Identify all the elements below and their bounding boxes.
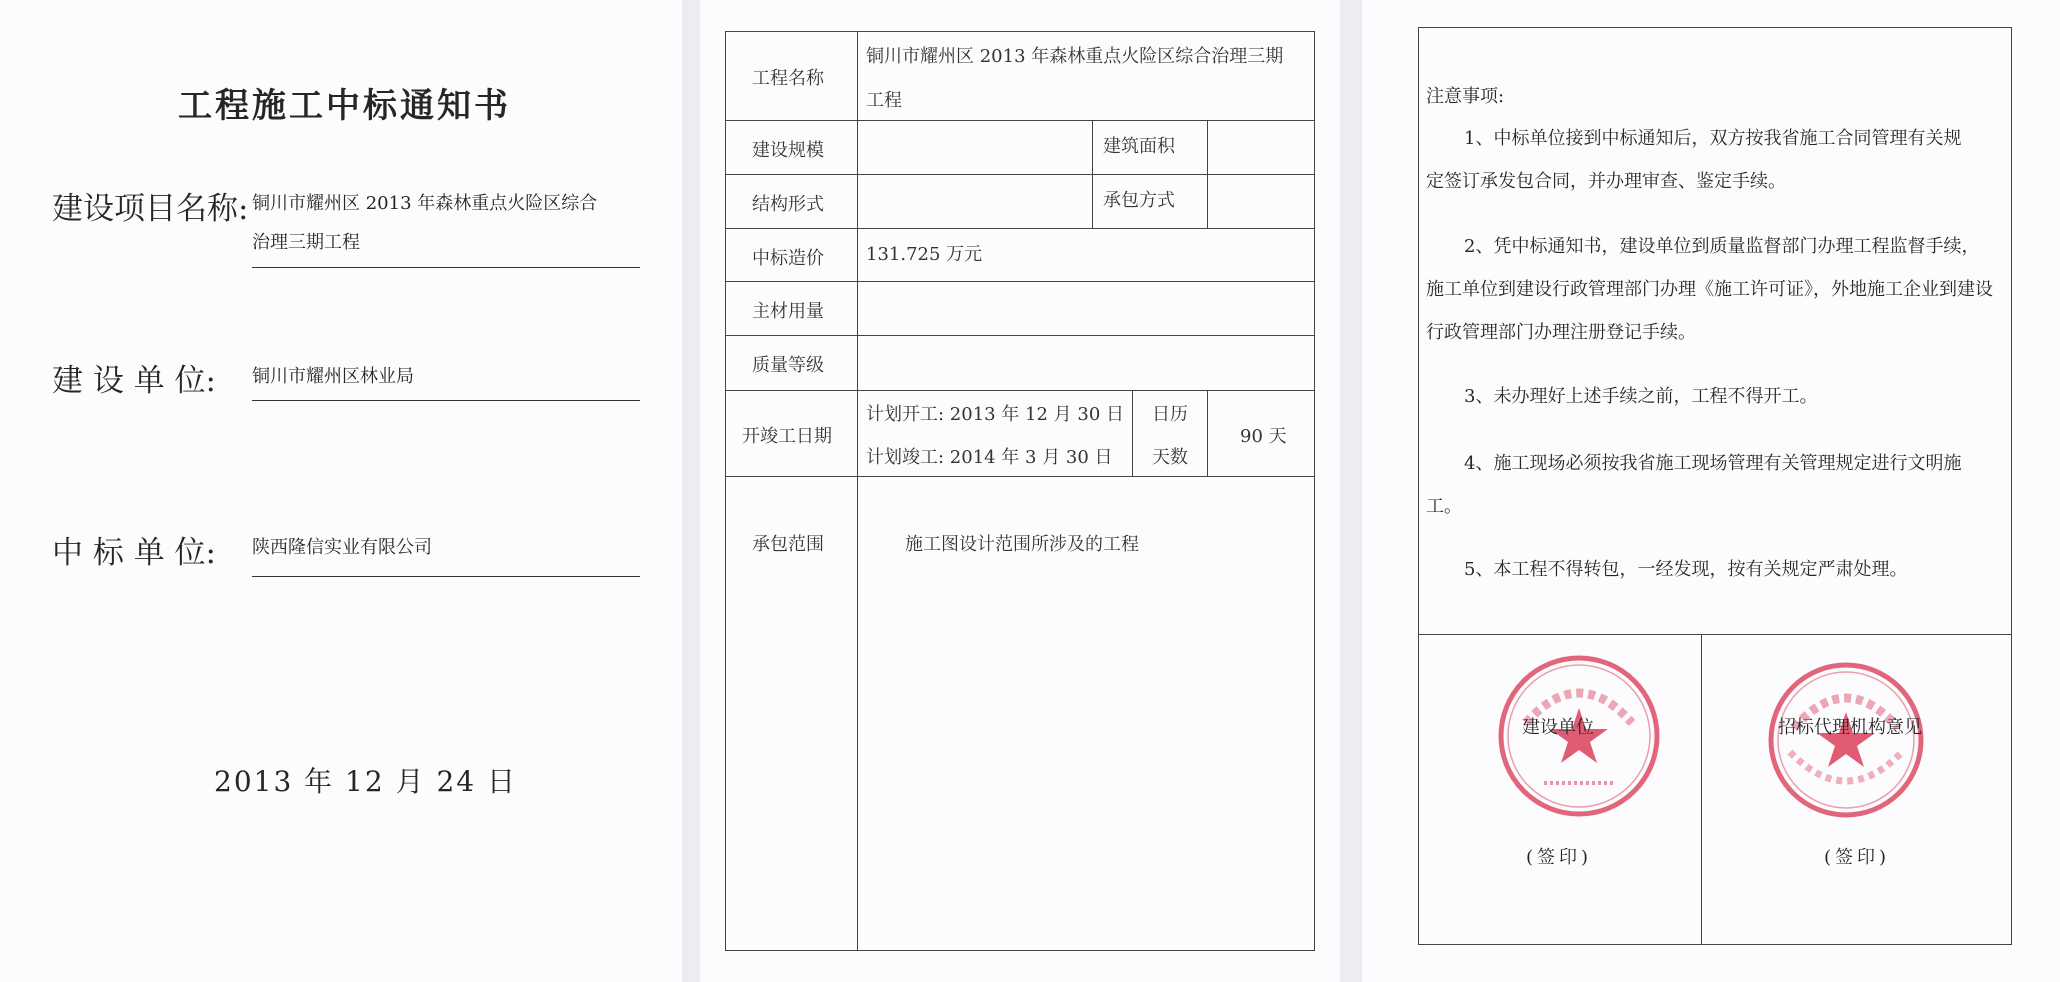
table-row-line: [725, 228, 1315, 229]
project-name-label: 建设项目名称:: [52, 191, 249, 227]
note-2-first: 2、凭中标通知书，建设单位到质量监督部门办理工程监督手续，: [1464, 236, 1980, 257]
note-item: [1426, 375, 2004, 418]
area-label: 建筑面积: [1103, 136, 1175, 157]
scope-value: 施工图设计范围所涉及的工程: [905, 534, 1139, 555]
scope-label: 承包范围: [752, 534, 824, 555]
note-4-first: 4、施工现场必须按我省施工现场管理有关管理规定进行文明施: [1464, 453, 1962, 474]
note-item: [1426, 548, 2004, 591]
quality-label: 质量等级: [752, 355, 824, 376]
agency-seal-stamp: [1766, 660, 1926, 820]
project-name-cell-line2: 工程: [866, 90, 902, 111]
note-item: [1426, 225, 2004, 354]
table-row-line: [725, 281, 1315, 282]
table-label-column-divider: [857, 31, 858, 951]
period-label: 开竣工日期: [742, 426, 832, 447]
project-name-cell-label: 工程名称: [752, 68, 824, 89]
note-1-first: 1、中标单位接到中标通知后，双方按我省施工合同管理有关规: [1464, 128, 1962, 149]
details-table: [725, 31, 1315, 951]
issue-date: 2013 年 12 月 24 日: [214, 765, 518, 798]
agency-signature-label: 招标代理机构意见: [1778, 717, 1922, 738]
note-item: [1426, 117, 2004, 203]
signature-column-divider: [1701, 634, 1702, 945]
price-label: 中标造价: [752, 248, 824, 269]
project-name-cell-line1: 铜川市耀州区 2013 年森林重点火险区综合治理三期: [866, 46, 1284, 67]
plan-end: 计划竣工: 2014 年 3 月 30 日: [866, 447, 1113, 468]
project-name-value-line1: 铜川市耀州区 2013 年森林重点火险区综合: [252, 193, 598, 214]
plan-start: 计划开工: 2013 年 12 月 30 日: [866, 404, 1125, 425]
scale-label: 建设规模: [752, 140, 824, 161]
project-name-value-line2: 治理三期工程: [252, 232, 360, 253]
table-row-line: [725, 120, 1315, 121]
notice-notes-page: [1362, 0, 2060, 982]
note-5-first: 5、本工程不得转包，一经发现，按有关规定严肃处理。: [1464, 559, 1908, 580]
table-row-line: [725, 174, 1315, 175]
notice-cover-page: [0, 0, 682, 982]
winner-value: 陕西隆信实业有限公司: [252, 537, 432, 558]
note-4-rest: 工。: [1426, 496, 1462, 517]
notes-signature-divider: [1418, 634, 2012, 635]
structure-label: 结构形式: [752, 194, 824, 215]
notice-details-page: [700, 0, 1340, 982]
builder-sign-mark: (签印): [1526, 847, 1593, 868]
note-1-rest: 定签订承发包合同，并办理审查、鉴定手续。: [1426, 171, 1786, 192]
calendar-label-1: 日历: [1152, 404, 1188, 425]
note-2-rest: 施工单位到建设行政管理部门办理《施工许可证》，外地施工企业到建设行政管理部门办理注册登记手续。: [1426, 279, 1993, 343]
note-3-first: 3、未办理好上述手续之前，工程不得开工。: [1464, 386, 1818, 407]
builder-label: 建 设 单 位:: [52, 363, 217, 399]
document-title: 工程施工中标通知书: [178, 86, 511, 126]
price-value: 131.725 万元: [866, 244, 983, 265]
table-sub-divider-d: [1207, 390, 1208, 476]
table-row-line: [725, 335, 1315, 336]
table-row-line: [725, 476, 1315, 477]
table-sub-divider-c: [1132, 390, 1133, 476]
agency-sign-mark: (签印): [1824, 847, 1891, 868]
material-label: 主材用量: [752, 301, 824, 322]
note-item: [1426, 442, 2004, 528]
builder-underline: [252, 400, 640, 401]
winner-underline: [252, 576, 640, 577]
winner-label: 中 标 单 位:: [52, 535, 217, 571]
builder-signature-label: 建设单位: [1522, 717, 1594, 738]
contract-mode-label: 承包方式: [1103, 190, 1175, 211]
table-row-line: [725, 390, 1315, 391]
notes-heading: 注意事项:: [1426, 86, 1505, 107]
calendar-days: 90 天: [1240, 426, 1287, 447]
calendar-label-2: 天数: [1152, 447, 1188, 468]
project-name-underline: [252, 267, 640, 268]
builder-value: 铜川市耀州区林业局: [252, 366, 414, 387]
